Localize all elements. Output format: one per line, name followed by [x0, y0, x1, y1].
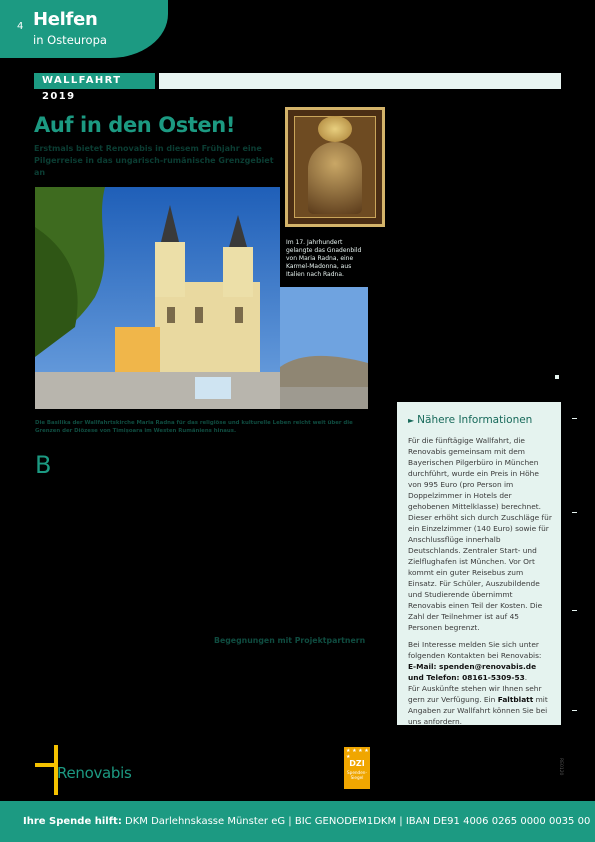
- faltblatt-word: Faltblatt: [497, 695, 534, 704]
- page-number: 4: [17, 21, 24, 32]
- margin-mark: [555, 375, 559, 379]
- info-box-title: ► Nähere Informationen: [408, 414, 533, 426]
- madonna-icon-photo: [285, 107, 385, 227]
- logo-wordmark: Renovabis: [57, 764, 132, 782]
- dzi-seal: [344, 747, 370, 789]
- info-box-text: [408, 435, 552, 727]
- section-tag-bar: [159, 73, 561, 89]
- info-contact-paragraph: Bei Interesse melden Sie sich unter folgenden Kontakten bei Renovabis: E-Mail: spenden@renovabis.de und Telefon: 08161-5309-53. Für Auskünfte stehen wir Ihnen sehr gern zur Verfügung. Ein Faltblatt mit Angaben zur Wallfahrt können Sie bei uns anfordern.: [408, 640, 548, 726]
- basilica-photo: [35, 187, 280, 409]
- seal-stars-icon: ★ ★ ★ ★ ★: [346, 748, 369, 760]
- side-code: RE0120: [558, 758, 563, 776]
- icon-caption: Im 17. Jahrhundert gelangte das Gnadenbild von Maria Radna, eine Karmel-Madonna, aus Italien nach Radna.: [286, 239, 362, 278]
- footer-lead: Ihre Spende hilft:: [23, 816, 122, 827]
- info-box: [397, 402, 561, 725]
- brand-subtitle: in Osteuropa: [33, 33, 107, 47]
- seal-subtitle: Spenden-Siegel: [347, 770, 367, 780]
- footer-bank: DKM Darlehnskasse Münster eG | BIC GENODEM1DKM | IBAN DE91 4006 0265 0000 0035 00: [125, 816, 591, 827]
- article-headline: Auf in den Osten!: [34, 113, 236, 137]
- brand-title: Helfen: [33, 9, 98, 30]
- margin-mark: [572, 512, 577, 513]
- article-subheading: Begegnungen mit Projektpartnern: [214, 636, 366, 645]
- info-paragraph: Für die fünftägige Wallfahrt, die Renovabis gemeinsam mit dem Bayerischen Pilgerbüro in München durchführt, wurde ein Preis in Höhe von 995 Euro (pro Person im Doppelzimmer in Hotels der gehobenen Mittelklasse) berechnet. Dieser erhöht sich durch Zuschläge für ein Einzelzimmer (140 Euro) sowie für Anschlussflüge innerhalb Deutschlands. Zentraler Start- und Zielflughafen ist München. Vor Ort kommt ein guter Reisebus zum Einsatz. Für Schüler, Auszubildende und Studierende übernimmt Renovabis einen Teil der Kosten. Die Zahl der Teilnehmer ist auf 45 Personen begrenzt.: [408, 436, 552, 632]
- photo-caption: Die Basilika der Wallfahrtskirche Maria Radna für das religiöse und kulturelle Leben reicht weit über die Grenzen der Diözese von Timișoara im Westen Rumäniens hinaus.: [35, 420, 353, 434]
- margin-mark: [572, 610, 577, 611]
- margin-mark: [572, 418, 577, 419]
- section-tag: WALLFAHRT 2019: [34, 73, 155, 89]
- cross-bar: [35, 763, 57, 767]
- crown-halo: [318, 116, 352, 142]
- triangle-right-icon: ►: [408, 416, 415, 425]
- basilica-photo-extension: [280, 287, 368, 409]
- drop-cap: B: [35, 451, 52, 479]
- madonna-figure: [308, 142, 362, 214]
- seal-abbr: DZI: [349, 759, 365, 768]
- margin-mark: [572, 710, 577, 711]
- renovabis-logo: [35, 745, 155, 795]
- email-contact[interactable]: E-Mail: spenden@renovabis.de: [408, 662, 537, 671]
- footer-bar: [0, 801, 595, 842]
- phone-contact[interactable]: und Telefon: 08161-5309-53: [408, 673, 525, 682]
- article-subhead: Erstmals bietet Renovabis in diesem Frühjahr eine Pilgerreise in das ungarisch-rumänische Grenzgebiet an: [34, 144, 274, 177]
